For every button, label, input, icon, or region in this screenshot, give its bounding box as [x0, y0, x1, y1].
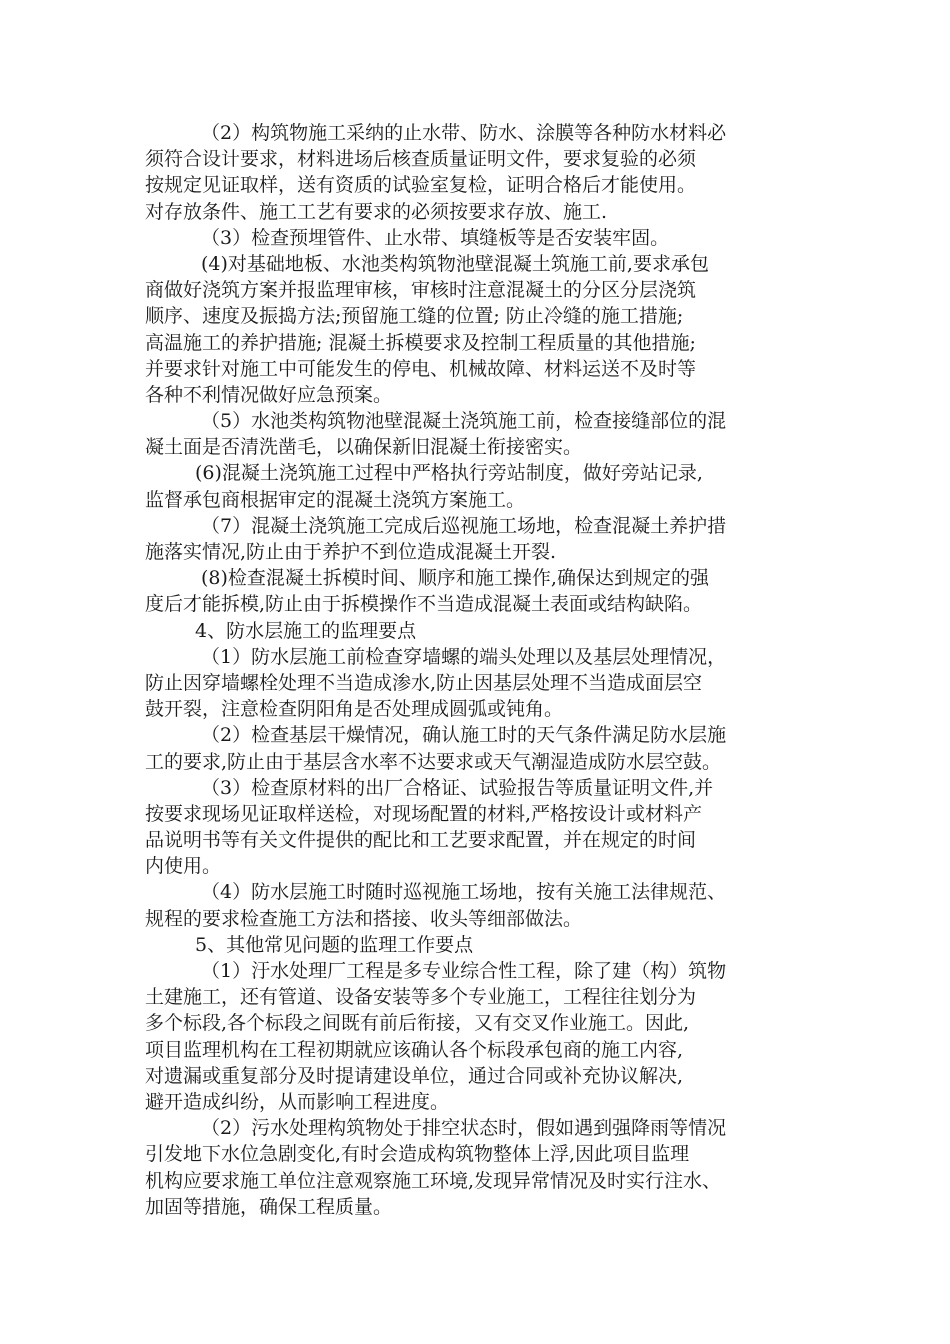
text-line: 顺序、速度及振捣方法;预留施工缝的位置; 防止冷缝的施工措施; [145, 305, 684, 328]
text-line: 机构应要求施工单位注意观察施工环境,发现异常情况及时实行注水、 [145, 1169, 722, 1192]
document-body [145, 120, 815, 1220]
text-line: 商做好浇筑方案并报监理审核，审核时注意混凝土的分区分层浇筑 [145, 279, 697, 302]
text-line: (6)混凝土浇筑施工过程中严格执行旁站制度，做好旁站记录, [195, 462, 703, 485]
text-line: （2）检查基层干燥情况，确认施工时的天气条件满足防水层施 [201, 724, 727, 747]
text-line: （7）混凝土浇筑施工完成后巡视施工场地，检查混凝土养护措 [201, 514, 727, 537]
text-line: （2）污水处理构筑物处于排空状态时，假如遇到强降雨等情况 [201, 1117, 727, 1140]
text-line: 须符合设计要求，材料进场后核查质量证明文件，要求复验的必须 [145, 148, 697, 171]
text-line: 多个标段,各个标段之间既有前后衔接，又有交叉作业施工。因此, [145, 1012, 690, 1035]
text-line: （5）水池类构筑物池壁混凝土浇筑施工前，检查接缝部位的混 [201, 410, 727, 433]
text-line: (4)对基础地板、水池类构筑物池壁混凝土筑施工前,要求承包 [201, 252, 709, 275]
text-line: 防止因穿墙螺栓处理不当造成渗水,防止因基层处理不当造成面层空 [145, 671, 703, 694]
text-line: 土建施工，还有管道、设备安装等多个专业施工，工程往往划分为 [145, 986, 697, 1009]
text-line: （3）检查原材料的出厂合格证、试验报告等质量证明文件,并 [201, 776, 714, 799]
text-line: 引发地下水位急剧变化,有时会造成构筑物整体上浮,因此项目监理 [145, 1143, 690, 1166]
text-line: 按要求现场见证取样送检，对现场配置的材料,严格按设计或材料产 [145, 802, 703, 825]
text-line: 工的要求,防止由于基层含水率不达要求或天气潮湿造成防水层空鼓。 [145, 750, 722, 773]
text-line: （3）检查预埋管件、止水带、填缝板等是否安装牢固。 [201, 226, 670, 249]
text-line: 对存放条件、施工工艺有要求的必须按要求存放、施工. [145, 200, 608, 223]
text-line: 内使用。 [145, 855, 222, 878]
text-line: 4、防水层施工的监理要点 [195, 619, 417, 642]
text-line: 加固等措施，确保工程质量。 [145, 1195, 393, 1218]
text-line: 并要求针对施工中可能发生的停电、机械故障、材料运送不及时等 [145, 357, 697, 380]
text-line: 高温施工的养护措施; 混凝土拆模要求及控制工程质量的其他措施; [145, 331, 696, 354]
text-line: 各种不利情况做好应急预案。 [145, 383, 393, 406]
text-line: （2）构筑物施工采纳的止水带、防水、涂膜等各种防水材料必 [201, 122, 727, 144]
text-line: 避开造成纠纷，从而影响工程进度。 [145, 1090, 450, 1113]
text-line: （1）防水层施工前检查穿墙螺的端头处理以及基层处理情况， [201, 645, 727, 668]
text-line: 品说明书等有关文件提供的配比和工艺要求配置，并在规定的时间 [145, 829, 697, 852]
text-line: 施落实情况,防止由于养护不到位造成混凝土开裂. [145, 541, 557, 563]
text-line: 项目监理机构在工程初期就应该确认各个标段承包商的施工内容, [145, 1038, 684, 1061]
text-line: 按规定见证取样，送有资质的试验室复检，证明合格后才能使用。 [145, 174, 697, 197]
text-line: 凝土面是否清洗凿毛，以确保新旧混凝土衔接密实。 [145, 436, 583, 459]
text-line: 5、其他常见问题的监理工作要点 [195, 933, 474, 956]
text-line: 监督承包商根据审定的混凝土浇筑方案施工。 [145, 488, 526, 511]
text-line: 度后才能拆模,防止由于拆模操作不当造成混凝土表面或结构缺陷。 [145, 593, 703, 616]
text-line: 对遗漏或重复部分及时提请建设单位，通过合同或补充协议解决, [145, 1064, 684, 1087]
text-line: 鼓开裂，注意检查阴阳角是否处理成圆弧或钝角。 [145, 698, 564, 721]
text-line: 规程的要求检查施工方法和搭接、收头等细部做法。 [145, 907, 583, 930]
text-line: (8)检查混凝土拆模时间、顺序和施工操作,确保达到规定的强 [201, 567, 709, 590]
text-line: （4）防水层施工时随时巡视施工场地，按有关施工法律规范、 [201, 881, 727, 904]
text-line: （1）汙水处理厂工程是多专业综合性工程，除了建（构）筑物 [201, 960, 727, 982]
